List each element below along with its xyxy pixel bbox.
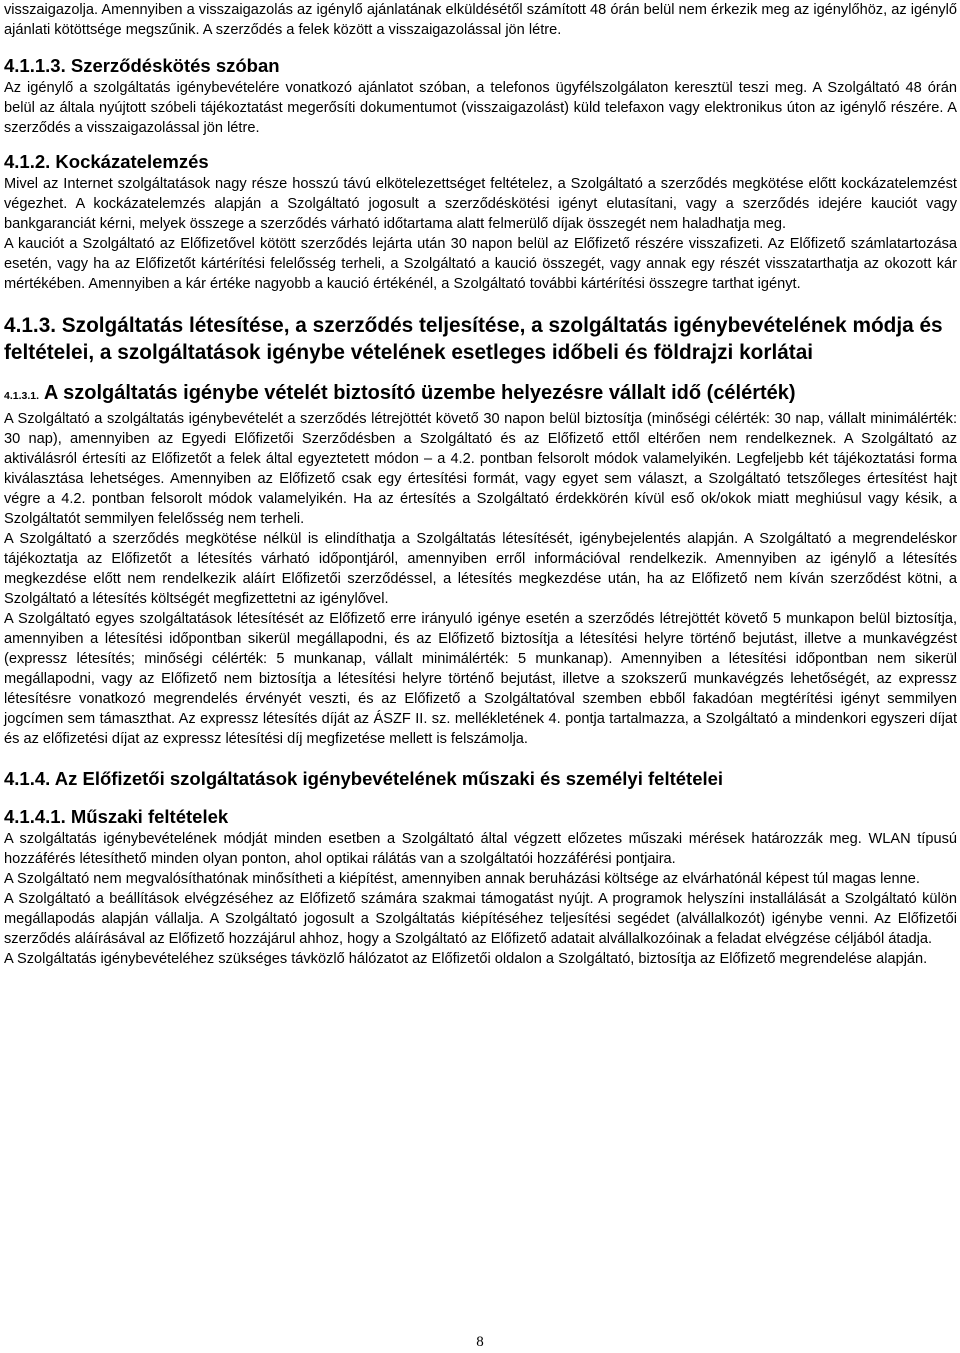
section-4-1-2-paragraph-2: A kauciót a Szolgáltató az Előfizetővel kötött szerződés lejárta után 30 napon belül az Előfizető részére visszafizeti. Az Előfizető számlatartozása esetén, vagy ha az Előfizetőt kártérítési felelősség terheli, a Szolgáltató a kaució összegét, vagy annak egy részét visszatarthatja az okozott kár mértékében. Amennyiben a kár értéke nagyobb a kaució értékénél, a Szolgáltató további kártérítési összegre tarthat igényt. [4,236,957,292]
section-4-1-1-3-paragraph: Az igénylő a szolgáltatás igénybevételére vonatkozó ajánlatot szóban, a telefonos ügyfélszolgálaton keresztül teszi meg. A Szolgáltató 48 órán belül az általa nyújtott szóbeli tájékoztatást megerősíti dokumentumot (visszaigazolást) küld telefaxon vagy elektronikus úton az igénylő részére. A szerződés a visszaigazolással jön létre. [4,80,957,136]
section-4-1-4-1-paragraph-1: A szolgáltatás igénybevételének módját minden esetben a Szolgáltató által végzett előzetes műszaki mérések határozzák meg. WLAN típusú hozzáférés létesíthető minden olyan ponton, ahol optikai rálátás van a szolgáltatói hozzáférési pontjaira. [4,831,957,867]
section-4-1-3-1-paragraph-2: A Szolgáltató a szerződés megkötése nélkül is elindíthatja a Szolgáltatás létesítését, igénybejelentés alapján. A Szolgáltató a megrendeléskor tájékoztatja az Előfizetőt a létesítés várható időpontjáról, amennyiben erről információval rendelkezik. Amennyiben az igénylő a létesítés megkezdése előtt nem rendelkezik aláírt Előfizetői szerződéssel, a létesítés megkezdése után, ha az Előfizető nem kíván szerződést kötni, a Szolgáltató a létesítés költségét megfizettetni az igénylővel. [4,531,957,607]
section-title-4-1-3-1: A szolgáltatás igénybe vételét biztosító üzembe helyezésre vállalt idő (célérték) [43,382,796,404]
section-4-1-3-1-paragraph-1: A Szolgáltató a szolgáltatás igénybevételét a szerződés létrejöttét követő 30 napon belül biztosítja (minőségi célérték: 30 nap, vállalt minimálérték: 30 nap), amennyiben az Egyedi Előfizetői Szerződésben a Szolgáltató és az Előfizető ettől eltérően nem rendelkeznek. A Szolgáltató az aktiválásról értesíti az Előfizetőt a felek által egyeztetett módon – a 4.2. pontban felsorolt módok valamelyikén. Legfeljebb két tájékoztatási forma kiválasztása lehetséges. Amennyiben az Előfizető csak egy értesítési formát, vagy egyet sem választ, a Szolgáltató tetszőleges értesítést hajt végre a 4.2. pontban felsorolt módok valamelyikén. Ha az értesítés a Szolgáltató érdekkörén kívül eső ok/okok miatt meghiúsul vagy késik, a Szolgáltatót semmilyen felelősség nem terheli. [4,411,957,527]
section-heading-4-1-1-3: 4.1.1.3. Szerződéskötés szóban [4,55,280,76]
section-heading-4-1-4: 4.1.4. Az Előfizetői szolgáltatások igénybevételének műszaki és személyi feltételei [4,768,724,789]
section-heading-4-1-2: 4.1.2. Kockázatelemzés [4,151,209,172]
intro-paragraph: visszaigazolja. Amennyiben a visszaigazolás az igénylő ajánlatának elküldésétől számított 48 órán belül nem érkezik meg az igénylőhöz, az igénylő ajánlati kötöttsége megszűnik. A szerződés a felek között a visszaigazolással jön létre. [4,2,957,38]
section-heading-4-1-3: 4.1.3. Szolgáltatás létesítése, a szerződés teljesítése, a szolgáltatás igénybevételének módja és feltételei, a szolgáltatások igénybe vételének esetleges időbeli és földrajzi korlátai [4,314,943,364]
section-4-1-3-1-paragraph-3: A Szolgáltató egyes szolgáltatások létesítését az Előfizető erre irányuló igénye esetén a szerződés létrejöttét követő 5 munkapon belül biztosítja, amennyiben a létesítési időpontban sikerül megállapodni, és az Előfizető biztosítja a létesítési helyre történő bejutást, illetve a munkavégzést (expressz létesítés; minőségi célérték: 5 munkanap, vállalt minimálérték: 5 munkanap). Amennyiben a létesítési időpontban nem sikerül megállapodni, vagy az Előfizető nem biztosítja a létesítési helyre történő bejutást, illetve a szokszerű munkavégzés lehetőségét, az expressz létesítésre vonatkozó megrendelés érvényét veszti, és az Előfizető a Szolgáltatóval szemben ebből fakadóan megtérítési igényt semmilyen jogcímen sem támaszthat. Az expressz létesítés díját az ÁSZF II. sz. mellékletének 4. pontja tartalmazza, a Szolgáltató a mindenkori egyszeri díjat és az előfizetési díjat az expressz létesítési díj megfizetése mellett is felszámolja. [4,611,957,747]
section-4-1-4-1-paragraph-3: A Szolgáltató a beállítások elvégzéséhez az Előfizető számára szakmai támogatást nyújt. A programok helyszíni installálását a Szolgáltató külön megállapodás alapján vállalja. A Szolgáltató jogosult a Szolgáltatás kiépítéséhez teljesítési segédet (alvállalkozót) igénybe venni. Az Előfizetői szerződés aláírásával az Előfizető hozzájárul ahhoz, hogy a Szolgáltató az Előfizető adatait alvállalkozóinak a feladat elvégzése céljából átadja. [4,891,957,947]
section-number-4-1-3-1: 4.1.3.1. [4,390,40,402]
section-heading-4-1-3-1 [4,380,957,409]
section-4-1-4-1-paragraph-4: A Szolgáltatás igénybevételéhez szükséges távközlő hálózatot az Előfizetői oldalon a Szolgáltató, biztosítja az Előfizető megrendelése alapján. [4,951,928,967]
section-4-1-2-paragraph-1: Mivel az Internet szolgáltatások nagy része hosszú távú elkötelezettséget feltételez, a Szolgáltató a szerződés megkötése előtt kockázatelemzést végezhet. A kockázatelemzés alapján a Szolgáltató jogosult a szerződéskötési igényt elutasítani, vagy a szerződés idejére kauciót vagy bankgaranciát kérni, melyek összege a szerződés várható időtartama alatt felmerülő díjak összegét nem haladhatja meg. [4,176,957,232]
section-heading-4-1-4-1: 4.1.4.1. Műszaki feltételek [4,806,229,827]
section-4-1-4-1-paragraph-2: A Szolgáltató nem megvalósíthatónak minősítheti a kiépítést, amennyiben annak beruházási költsége az elvárhatónál képest túl magas lenne. [4,871,920,887]
page-number: 8 [476,1334,484,1350]
